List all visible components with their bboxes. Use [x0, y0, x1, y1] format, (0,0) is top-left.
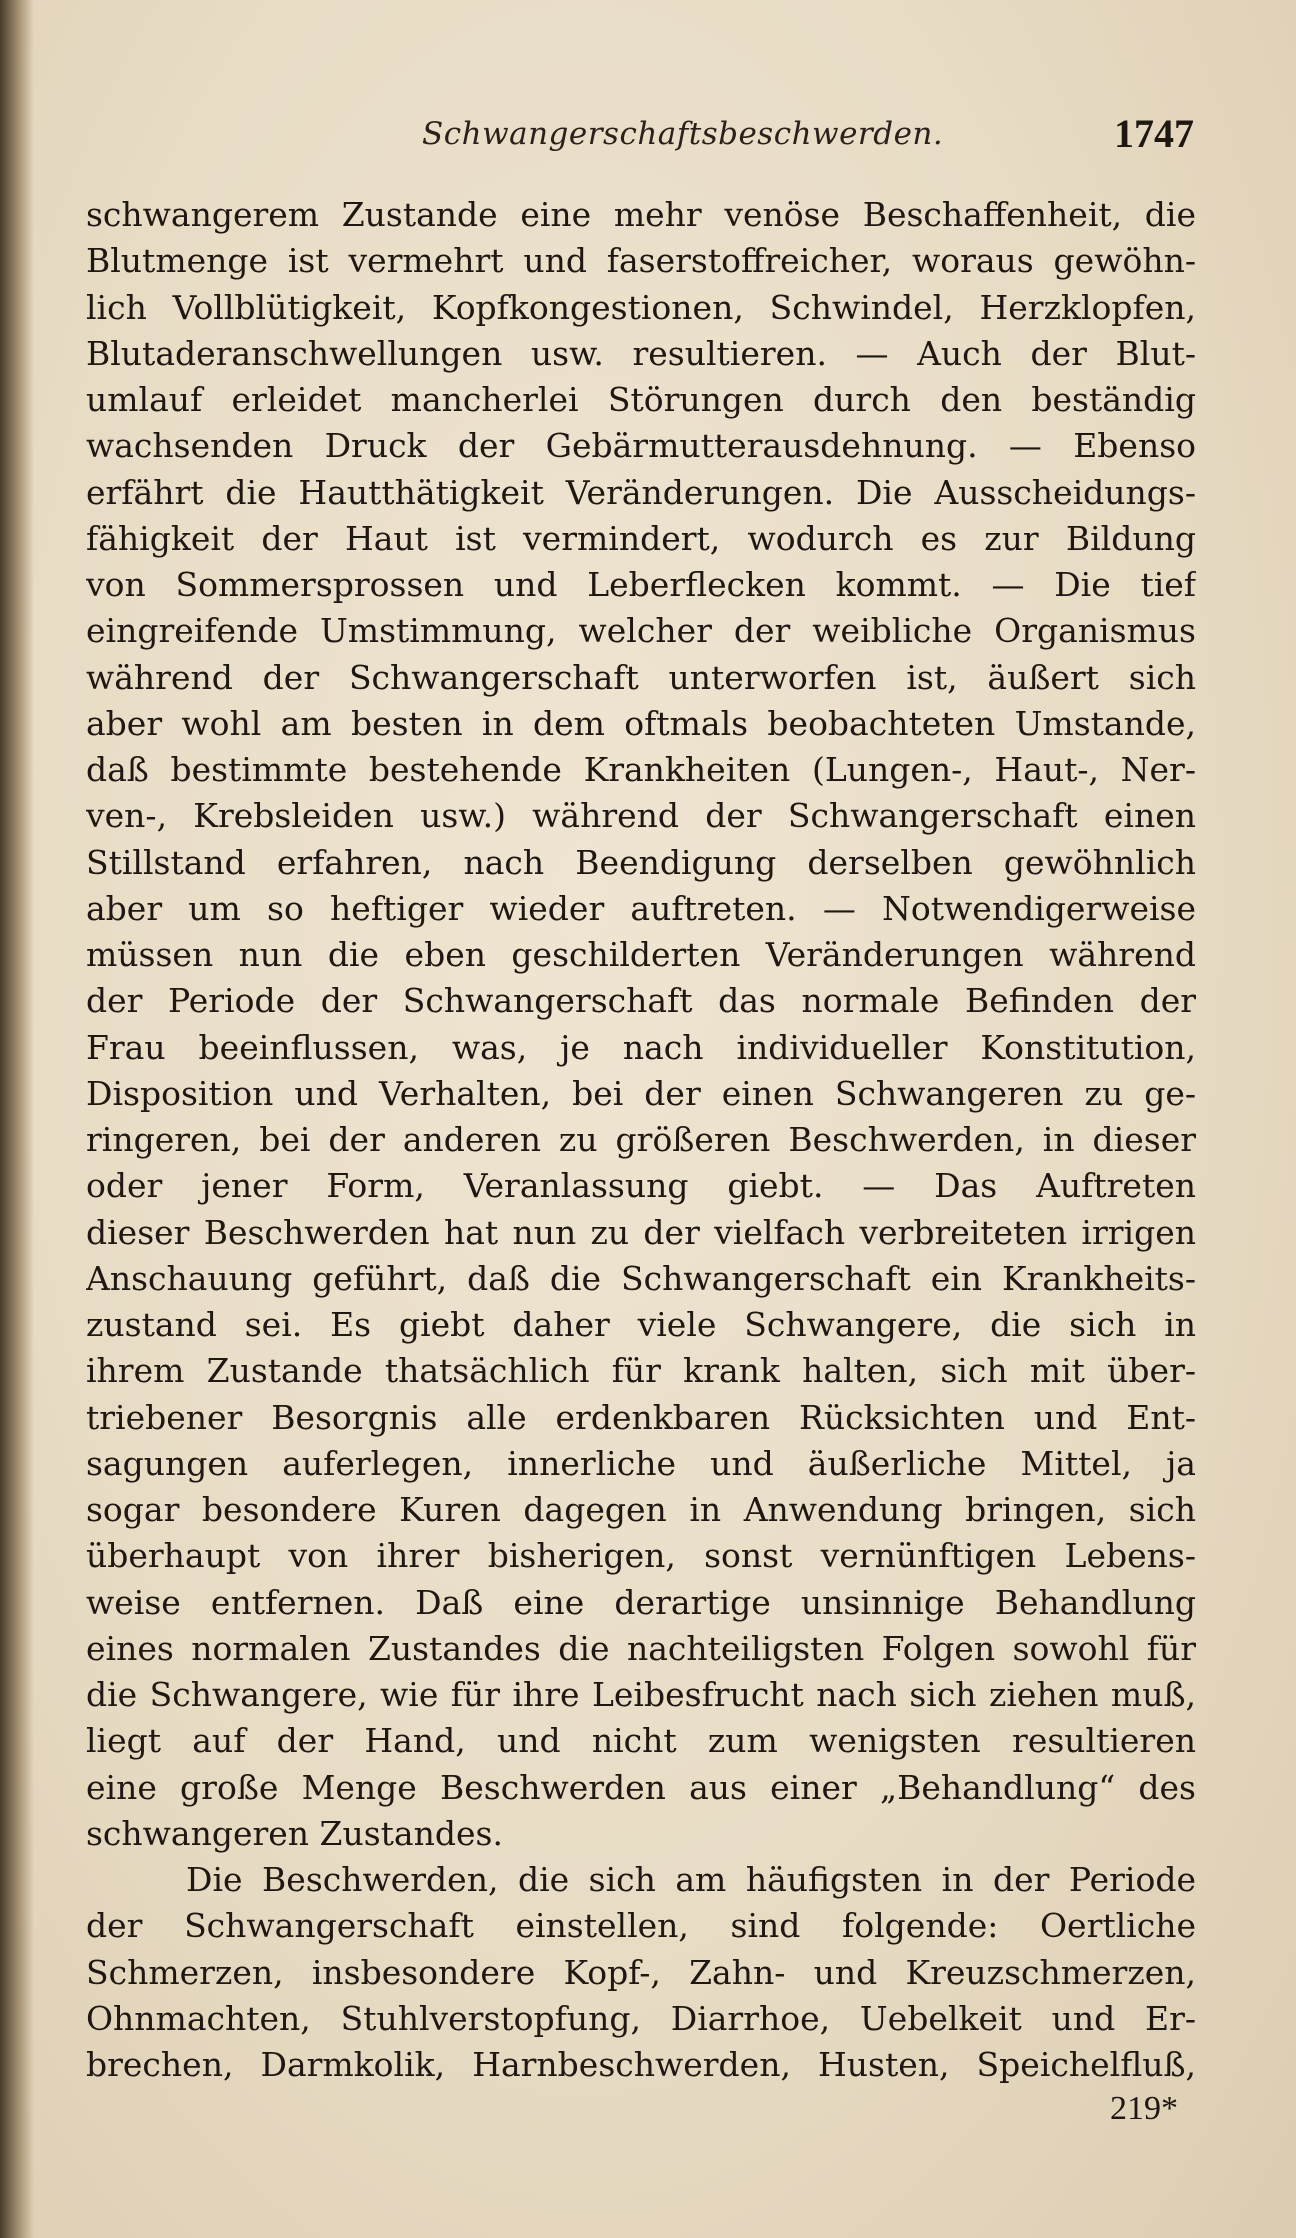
- text-line: ringeren, bei der anderen zu größeren Beschwerden, in dieser: [86, 1120, 1196, 1159]
- text-line: zustand sei. Es giebt daher viele Schwangere, die sich in: [86, 1305, 1196, 1344]
- running-title: Schwangerschaftsbeschwerden.: [422, 116, 944, 152]
- text-line: Anschauung geführt, daß die Schwangerschaft ein Krankheits-: [86, 1258, 1196, 1298]
- text-line: liegt auf der Hand, und nicht zum wenigsten resultieren: [86, 1721, 1196, 1761]
- page-number: 1747: [1114, 111, 1194, 156]
- text-line: triebener Besorgnis alle erdenkbaren Rücksichten und Ent-: [86, 1397, 1196, 1437]
- text-line: aber wohl am besten in dem oftmals beobachteten Umstande,: [86, 703, 1196, 743]
- text-line: der Schwangerschaft einstellen, sind folgende: Oertliche: [86, 1906, 1196, 1946]
- text-line: eingreifende Umstimmung, welcher der weibliche Organismus: [86, 611, 1196, 651]
- text-line: der Periode der Schwangerschaft das normale Befinden der: [86, 981, 1196, 1021]
- text-line: Stillstand erfahren, nach Beendigung derselben gewöhnlich: [86, 842, 1196, 882]
- text-line: aber um so heftiger wieder auftreten. — Notwendigerweise: [86, 888, 1196, 928]
- text-line: lich Vollblütigkeit, Kopfkongestionen, Schwindel, Herzklopfen,: [86, 287, 1196, 327]
- text-line: Ohnmachten, Stuhlverstopfung, Diarrhoe, Uebelkeit und Er-: [86, 1998, 1196, 2038]
- text-line: schwangeren Zustandes.: [86, 1813, 503, 1853]
- text-line: Blutmenge ist vermehrt und faserstoffreicher, woraus gewöhn-: [86, 241, 1196, 281]
- printer-signature-mark: 219*: [1110, 2090, 1178, 2127]
- page-gutter-shadow: [0, 0, 34, 2238]
- text-line: umlauf erleidet mancherlei Störungen durch den beständig: [86, 380, 1196, 419]
- text-line: sogar besondere Kuren dagegen in Anwendung bringen, sich: [86, 1490, 1196, 1529]
- body-text: [86, 192, 1196, 2088]
- text-line: ven-, Krebsleiden usw.) während der Schwangerschaft einen: [86, 796, 1196, 836]
- text-line: Schmerzen, insbesondere Kopf-, Zahn- und Kreuzschmerzen,: [86, 1952, 1196, 1992]
- text-line: Disposition und Verhalten, bei der einen Schwangeren zu ge-: [86, 1073, 1196, 1113]
- text-line: während der Schwangerschaft unterworfen ist, äußert sich: [86, 657, 1196, 697]
- text-line: überhaupt von ihrer bisherigen, sonst vernünftigen Lebens-: [86, 1536, 1196, 1576]
- text-line: Die Beschwerden, die sich am häufigsten in der Periode: [186, 1860, 1196, 1899]
- page-header: [86, 108, 1216, 166]
- text-line: Blutaderanschwellungen usw. resultieren. — Auch der Blut-: [86, 333, 1196, 373]
- text-line: weise entfernen. Daß eine derartige unsinnige Behandlung: [86, 1582, 1196, 1622]
- text-line: eines normalen Zustandes die nachteiligsten Folgen sowohl für: [86, 1628, 1196, 1668]
- text-line: sagungen auferlegen, innerliche und äußerliche Mittel, ja: [86, 1443, 1196, 1483]
- text-line: Frau beeinflussen, was, je nach individueller Konstitution,: [86, 1027, 1196, 1067]
- text-line: müssen nun die eben geschilderten Veränderungen während: [86, 935, 1196, 974]
- text-line: schwangerem Zustande eine mehr venöse Beschaffenheit, die: [86, 195, 1196, 234]
- text-line: dieser Beschwerden hat nun zu der vielfach verbreiteten irrigen: [86, 1212, 1196, 1252]
- text-line: wachsenden Druck der Gebärmutterausdehnung. — Ebenso: [86, 426, 1196, 466]
- text-line: brechen, Darmkolik, Harnbeschwerden, Husten, Speichelfluß,: [86, 2045, 1196, 2084]
- text-line: von Sommersprossen und Leberflecken kommt. — Die tief: [86, 565, 1196, 604]
- text-line: erfährt die Hautthätigkeit Veränderungen. Die Ausscheidungs-: [86, 472, 1196, 512]
- text-line: eine große Menge Beschwerden aus einer „Behandlung“ des: [86, 1767, 1196, 1807]
- text-line: daß bestimmte bestehende Krankheiten (Lungen-, Haut-, Ner-: [86, 750, 1196, 789]
- text-line: die Schwangere, wie für ihre Leibesfrucht nach sich ziehen muß,: [86, 1675, 1196, 1714]
- text-line: ihrem Zustande thatsächlich für krank halten, sich mit über-: [86, 1351, 1196, 1391]
- text-line: oder jener Form, Veranlassung giebt. — Das Auftreten: [86, 1166, 1196, 1206]
- text-line: fähigkeit der Haut ist vermindert, wodurch es zur Bildung: [86, 518, 1196, 558]
